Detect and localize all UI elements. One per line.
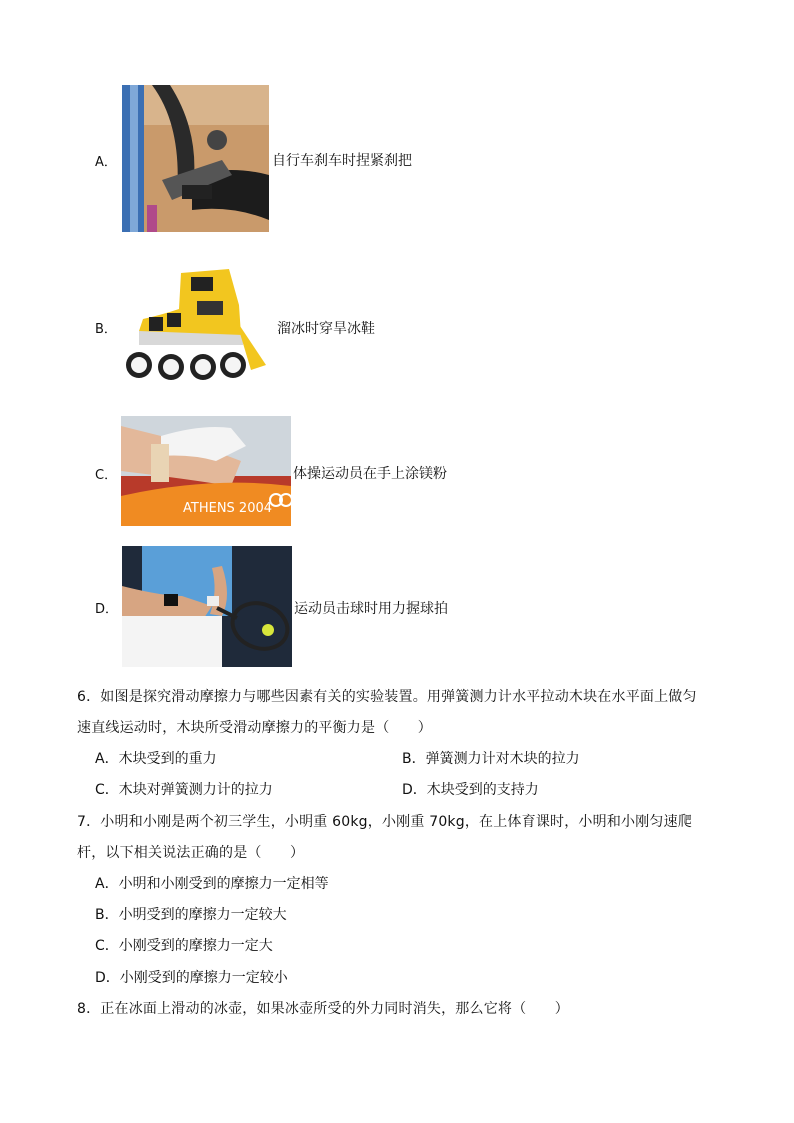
option-c-letter: C． (95, 468, 118, 483)
q7-choice-c: C．小刚受到的摩擦力一定大 (95, 938, 273, 954)
photo-text: ATHENS 2004 (183, 501, 273, 516)
gymnast-chalk-photo (121, 416, 291, 526)
option-a-caption: 自行车刹车时捏紧刹把 (272, 153, 412, 169)
q6-choice-a: A．木块受到的重力 (95, 751, 217, 767)
option-d-caption: 运动员击球时用力握球拍 (294, 601, 448, 617)
q6-choice-c: C．木块对弹簧测力计的拉力 (95, 782, 273, 798)
option-b-caption: 溜冰时穿旱冰鞋 (277, 321, 375, 337)
q7-choice-b: B．小明受到的摩擦力一定较大 (95, 907, 287, 923)
q7-line-2: 杆，以下相关说法正确的是（ ） (77, 845, 305, 861)
q7-line-1: 7．小明和小刚是两个初三学生，小明重 60kg，小刚重 70kg，在上体育课时，小明和小刚匀速爬 (77, 814, 693, 830)
q6-choice-b: B．弹簧测力计对木块的拉力 (402, 751, 580, 767)
q7-choice-a: A．小明和小刚受到的摩擦力一定相等 (95, 876, 329, 892)
bicycle-brake-photo (122, 85, 269, 232)
q6-choice-d: D．木块受到的支持力 (402, 782, 539, 798)
q6-line-2: 速直线运动时，木块所受滑动摩擦力的平衡力是（ ） (77, 720, 432, 736)
option-b-letter: B． (95, 322, 117, 337)
q6-line-1: 6．如图是探究滑动摩擦力与哪些因素有关的实验装置。用弹簧测力计水平拉动木块在水平面上做匀 (77, 689, 697, 705)
tennis-player-photo (122, 546, 292, 667)
q7-choice-d: D．小刚受到的摩擦力一定较小 (95, 970, 288, 986)
q8-line-1: 8．正在冰面上滑动的冰壶，如果冰壶所受的外力同时消失，那么它将（ ） (77, 1001, 569, 1017)
option-c-caption: 体操运动员在手上涂镁粉 (293, 466, 447, 482)
option-d-letter: D． (95, 602, 119, 617)
roller-skate-photo (121, 265, 271, 383)
option-a-letter: A． (95, 155, 117, 170)
